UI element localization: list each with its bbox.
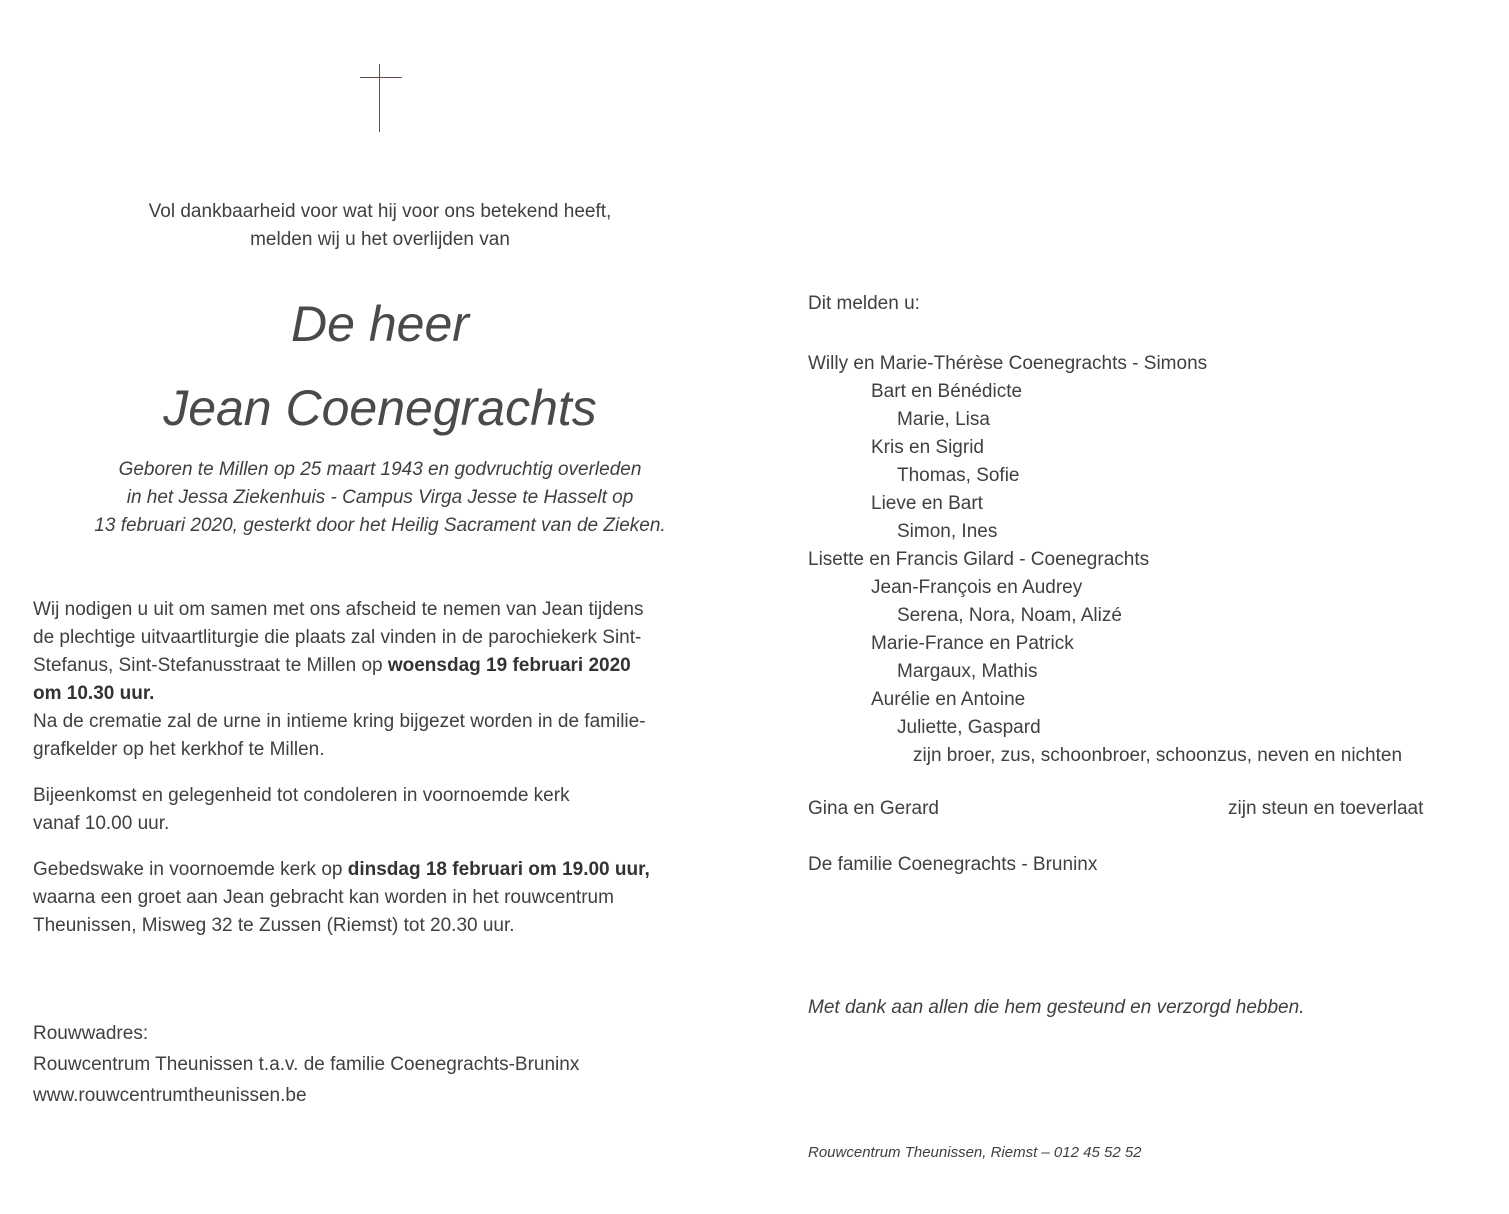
birth-line: in het Jessa Ziekenhuis - Campus Virga Jesse te Hasselt op (126, 487, 634, 508)
family-member-line: Aurélie en Antoine (871, 689, 1026, 710)
condolence-line: Bijeenkomst en gelegenheid tot condoleren in voornoemde kerk (33, 785, 570, 806)
wake-line-text: Gebedswake in voornoemde kerk op (33, 859, 348, 880)
funeral-line-text: Stefanus, Sint-Stefanusstraat te Millen op (33, 655, 388, 676)
name-full: Jean Coenegrachts (163, 380, 597, 436)
family-member-line: Bart en Bénédicte (871, 381, 1023, 402)
address-label: Rouwwadres: (33, 1023, 149, 1044)
condolence-paragraph (33, 782, 723, 838)
address-line: Rouwcentrum Theunissen t.a.v. de familie Coenegrachts-Bruninx (33, 1054, 580, 1075)
family-member-line: Simon, Ines (897, 521, 998, 542)
family-member-line: Kris en Sigrid (871, 437, 984, 458)
funeral-line: de plechtige uitvaartliturgie die plaats zal vinden in de parochiekerk Sint- (33, 627, 642, 648)
funeral-line (33, 652, 723, 680)
wake-line (33, 856, 723, 884)
gina-line (808, 795, 1448, 823)
deceased-name (60, 282, 700, 450)
cross-horizontal-bar (360, 77, 402, 78)
funeral-line: grafkelder op het kerkhof te Millen. (33, 739, 325, 760)
gina-role: zijn steun en toeverlaat (1228, 798, 1424, 819)
family-member-line: Juliette, Gaspard (897, 717, 1041, 738)
address-website: www.rouwcentrumtheunissen.be (33, 1085, 307, 1106)
mourning-address (33, 1018, 723, 1111)
name-title: De heer (291, 296, 469, 352)
gina-names: Gina en Gerard (808, 798, 939, 819)
funeral-time: om 10.30 uur. (33, 683, 155, 704)
funeral-line: Wij nodigen u uit om samen met ons afscheid te nemen van Jean tijdens (33, 599, 644, 620)
family-name: De familie Coenegrachts - Bruninx (808, 854, 1098, 875)
family-member-line: Marie, Lisa (897, 409, 990, 430)
family-member-line: Thomas, Sofie (897, 465, 1020, 486)
wake-line: waarna een groet aan Jean gebracht kan worden in het rouwcentrum (33, 887, 614, 908)
announce-heading: Dit melden u: (808, 293, 920, 314)
family-member-line: Willy en Marie-Thérèse Coenegrachts - Simons (808, 353, 1208, 374)
cross-vertical-bar (379, 64, 380, 132)
funeral-paragraph (33, 596, 723, 764)
family-member-line: Margaux, Mathis (897, 661, 1038, 682)
funeral-line: Na de crematie zal de urne in intieme kring bijgezet worden in de familie- (33, 711, 646, 732)
footer-text: Rouwcentrum Theunissen, Riemst – 012 45 52 52 (808, 1144, 1142, 1161)
family-member-line: Serena, Nora, Noam, Alizé (897, 605, 1122, 626)
cross-icon (360, 64, 402, 132)
birth-line: Geboren te Millen op 25 maart 1943 en godvruchtig overleden (118, 459, 642, 480)
funeral-date: woensdag 19 februari 2020 (387, 655, 631, 676)
family-member-line: zijn broer, zus, schoonbroer, schoonzus, neven en nichten (913, 745, 1403, 766)
family-member-line: Lisette en Francis Gilard - Coenegrachts (808, 549, 1150, 570)
intro-line: melden wij u het overlijden van (250, 229, 510, 250)
family-list (808, 350, 1468, 770)
wake-paragraph (33, 856, 723, 940)
birth-death-text (40, 456, 720, 540)
thanks-text: Met dank aan allen die hem gesteund en verzorgd hebben. (808, 997, 1305, 1018)
intro-text (60, 198, 700, 254)
wake-date: dinsdag 18 februari om 19.00 uur, (347, 859, 650, 880)
family-member-line: Marie-France en Patrick (871, 633, 1074, 654)
intro-line: Vol dankbaarheid voor wat hij voor ons betekend heeft, (148, 201, 612, 222)
birth-line: 13 februari 2020, gesterkt door het Heilig Sacrament van de Zieken. (94, 515, 666, 536)
family-member-line: Lieve en Bart (871, 493, 983, 514)
family-member-line: Jean-François en Audrey (871, 577, 1083, 598)
wake-line: Theunissen, Misweg 32 te Zussen (Riemst) tot 20.30 uur. (33, 915, 515, 936)
condolence-line: vanaf 10.00 uur. (33, 813, 170, 834)
funeral-line (33, 680, 723, 708)
